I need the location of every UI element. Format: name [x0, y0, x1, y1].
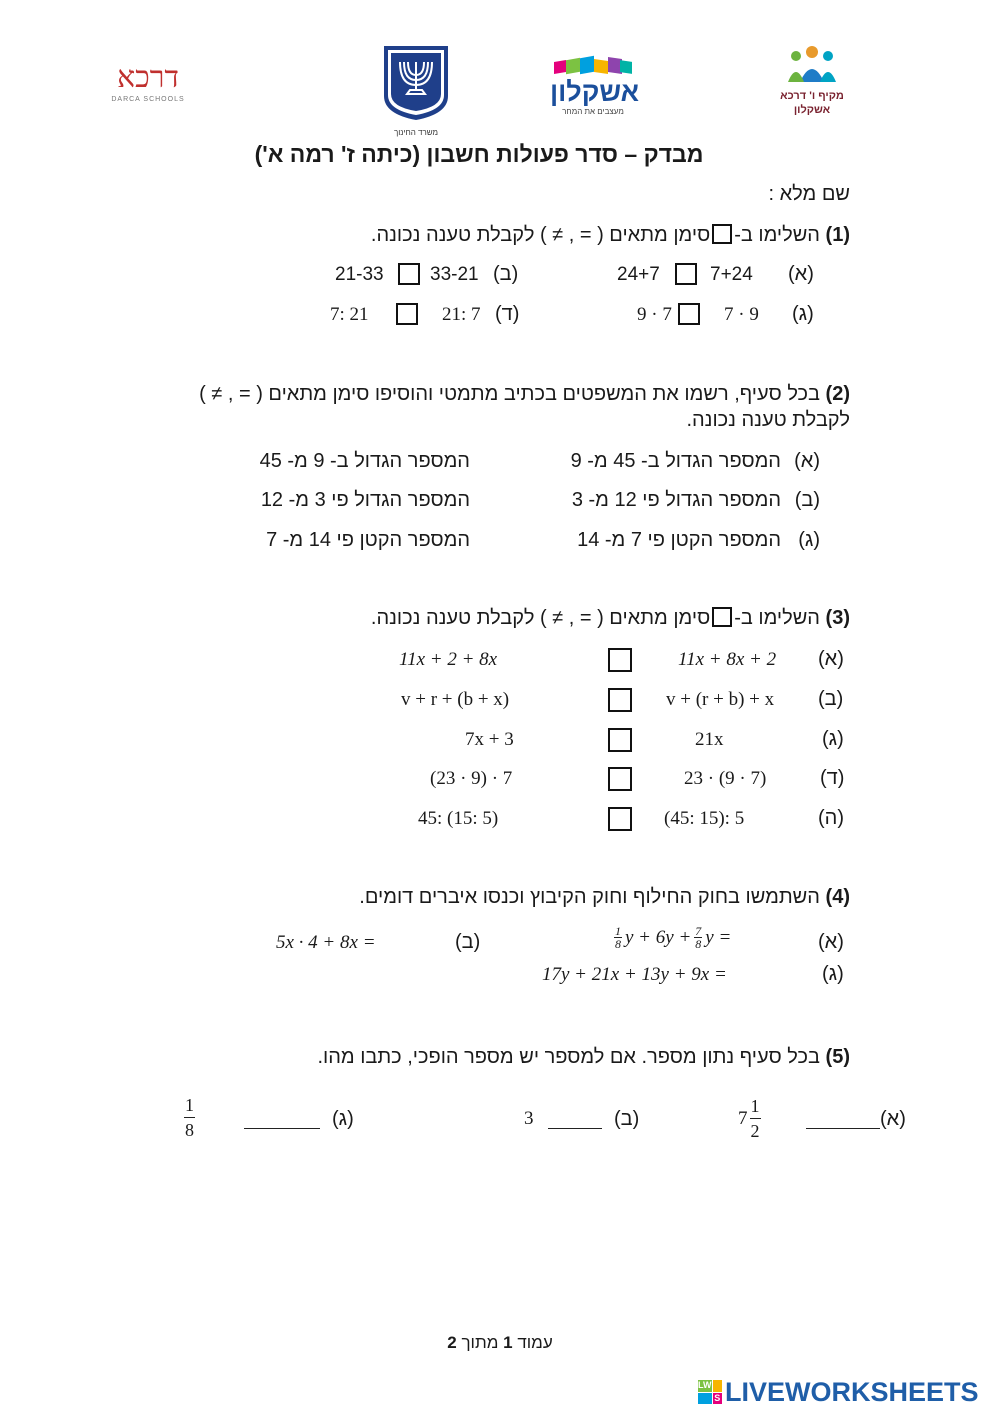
question-2-instruction	[199, 383, 850, 406]
q3-label-e: (ה)	[818, 807, 845, 829]
full-name-label: שם מלא :	[768, 183, 850, 205]
q3-e-left: (45: 15): 5	[664, 808, 745, 829]
q2-b-right: המספר הגדול פי 3 מ- 12	[260, 489, 470, 511]
q3-e-answer-box[interactable]	[608, 807, 632, 831]
q1-c-right: 9 · 7	[637, 304, 672, 325]
q5-b-value: 3	[524, 1108, 534, 1129]
q3-label-a: (א)	[818, 648, 844, 670]
question-number: (4)	[825, 886, 850, 908]
question-number: (5)	[825, 1046, 850, 1068]
state-emblem	[380, 44, 452, 137]
ashkelon-logo-sub: מעצבים את המחר	[562, 107, 624, 116]
q1-d-right: 7: 21	[330, 304, 369, 325]
q1-b-right: 21-33	[335, 264, 384, 285]
q3-a-left: 11x + 8x + 2	[678, 649, 777, 670]
q4-a-expression	[614, 925, 731, 950]
question-4-instruction	[359, 886, 850, 909]
q5-label-b: (ב)	[614, 1108, 640, 1130]
q3-c-answer-box[interactable]	[608, 728, 632, 752]
expression-text: y =	[705, 926, 732, 948]
footer-text: מתוך	[461, 1333, 499, 1352]
q2-label-a: (א)	[794, 450, 820, 472]
question-number: (3)	[825, 607, 850, 629]
darca-logo-sub: DARCA SCHOOLS	[111, 96, 185, 103]
q1-c-answer-box[interactable]	[678, 303, 700, 325]
q2-label-c: (ג)	[798, 529, 820, 551]
q1-a-right: 24+7	[617, 264, 660, 285]
q2-c-left: המספר הקטן פי 7 מ- 14	[577, 529, 781, 551]
q1-c-left: 7 · 9	[724, 304, 759, 325]
q3-label-c: (ג)	[822, 728, 844, 750]
q3-c-left: 21x	[695, 729, 724, 750]
q4-label-c: (ג)	[822, 963, 844, 985]
q2-a-left: המספר הגדול ב- 45 מ- 9	[570, 450, 781, 472]
q3-d-left: 23 · (9 · 7)	[684, 768, 767, 789]
q3-b-left: v + (r + b) + x	[666, 689, 775, 710]
liveworksheets-text: LIVEWORKSHEETS	[725, 1377, 979, 1407]
fraction: $\frac{7}{8}$	[695, 924, 702, 951]
expression-text: y + 6y +	[625, 926, 692, 948]
ashkelon-colorbars	[554, 57, 632, 77]
q4-b-expression: 5x · 4 + 8x =	[276, 932, 376, 953]
q4-label-b: (ב)	[455, 931, 481, 953]
q1-label-d: (ד)	[495, 303, 520, 325]
instruction-text: סימן מתאים ( = , ≠ ) לקבלת טענה נכונה.	[370, 224, 711, 246]
q3-d-answer-box[interactable]	[608, 767, 632, 791]
instruction-text: בכל סעיף נתון מספר. אם למספר יש מספר הופכי, כתבו מהו.	[317, 1046, 820, 1068]
q2-a-right: המספר הגדול ב- 9 מ- 45	[259, 450, 470, 472]
q5-label-a: (א)	[880, 1108, 906, 1130]
question-number: (1)	[825, 224, 850, 246]
school-logo	[774, 44, 850, 124]
whole-part: 7	[738, 1107, 748, 1129]
emblem-caption: משרד החינוך	[393, 128, 439, 137]
people-icon	[782, 44, 842, 84]
q3-b-answer-box[interactable]	[608, 688, 632, 712]
q1-d-left: 21: 7	[442, 304, 481, 325]
instruction-text: השתמשו בחוק החילוף וחוק הקיבוץ וכנסו איברים דומים.	[359, 886, 820, 908]
instruction-text: השלימו ב-	[734, 607, 820, 629]
q4-label-a: (א)	[818, 931, 844, 953]
instruction-text: השלימו ב-	[734, 224, 820, 246]
fraction: $\frac{1}{8}$	[185, 1095, 194, 1140]
school-logo-line1: מקיף ו' דרכא	[780, 90, 844, 102]
darca-logo	[108, 60, 188, 120]
question-number: (2)	[825, 383, 850, 405]
q5-a-answer-line[interactable]	[806, 1110, 880, 1129]
q3-c-right: 7x + 3	[465, 729, 514, 750]
q3-label-d: (ד)	[820, 767, 845, 789]
liveworksheets-badge-icon	[698, 1380, 722, 1404]
q2-c-right: המספר הקטן פי 14 מ- 7	[266, 529, 470, 551]
darca-logo-text: דרכא	[117, 60, 179, 95]
q3-b-right: v + r + (b + x)	[401, 689, 510, 710]
page-title: מבדק – סדר פעולות חשבון (כיתה ז' רמה א')	[254, 141, 704, 167]
page-footer	[400, 1333, 600, 1353]
q3-a-right: 11x + 2 + 8x	[399, 649, 498, 670]
ashkelon-logo	[550, 55, 640, 121]
q3-e-right: 45: (15: 5)	[418, 808, 499, 829]
q1-label-b: (ב)	[493, 263, 519, 285]
q5-b-answer-line[interactable]	[548, 1110, 602, 1129]
q3-d-right: (23 · 9) · 7	[430, 768, 513, 789]
sample-box-icon	[712, 607, 732, 627]
q1-label-a: (א)	[788, 263, 814, 285]
badge-text: S	[714, 1392, 721, 1403]
q4-c-expression: 17y + 21x + 13y + 9x =	[542, 964, 727, 985]
question-5-instruction	[317, 1046, 850, 1069]
menorah-emblem-icon	[380, 44, 452, 122]
instruction-text: בכל סעיף, רשמו את המשפטים בכתיב מתמטי והוסיפו סימן מתאים ( = , ≠ )	[199, 383, 820, 405]
q1-b-left: 33-21	[430, 264, 479, 285]
q1-a-left: 7+24	[710, 264, 753, 285]
q5-a-mixed-number	[738, 1097, 761, 1140]
instruction-text: סימן מתאים ( = , ≠ ) לקבלת טענה נכונה.	[370, 607, 711, 629]
page-number: 1	[503, 1333, 513, 1352]
fraction: $\frac{1}{8}$	[615, 924, 621, 951]
q1-d-answer-box[interactable]	[396, 303, 418, 325]
q2-label-b: (ב)	[794, 489, 820, 511]
question-1-instruction	[371, 224, 850, 247]
footer-text: עמוד	[517, 1333, 553, 1352]
question-3-instruction	[371, 607, 850, 630]
ashkelon-logo-text: אשקלון	[550, 77, 640, 107]
q5-c-answer-line[interactable]	[244, 1110, 320, 1129]
q2-b-left: המספר הגדול פי 12 מ- 3	[571, 489, 781, 511]
q5-label-c: (ג)	[332, 1108, 354, 1130]
page-total: 2	[447, 1333, 457, 1352]
q1-label-c: (ג)	[792, 303, 814, 325]
question-2-instruction-line2: לקבלת טענה נכונה.	[686, 409, 850, 431]
q3-a-answer-box[interactable]	[608, 648, 632, 672]
school-logo-line2: אשקלון	[793, 104, 831, 116]
sample-box-icon	[712, 224, 732, 244]
liveworksheets-watermark	[698, 1378, 979, 1406]
fraction: $\frac{1}{2}$	[750, 1096, 760, 1141]
badge-text: LW	[698, 1380, 712, 1390]
q1-a-answer-box[interactable]	[675, 263, 697, 285]
q1-b-answer-box[interactable]	[398, 263, 420, 285]
q5-c-fraction	[184, 1096, 195, 1139]
q3-label-b: (ב)	[818, 688, 844, 710]
